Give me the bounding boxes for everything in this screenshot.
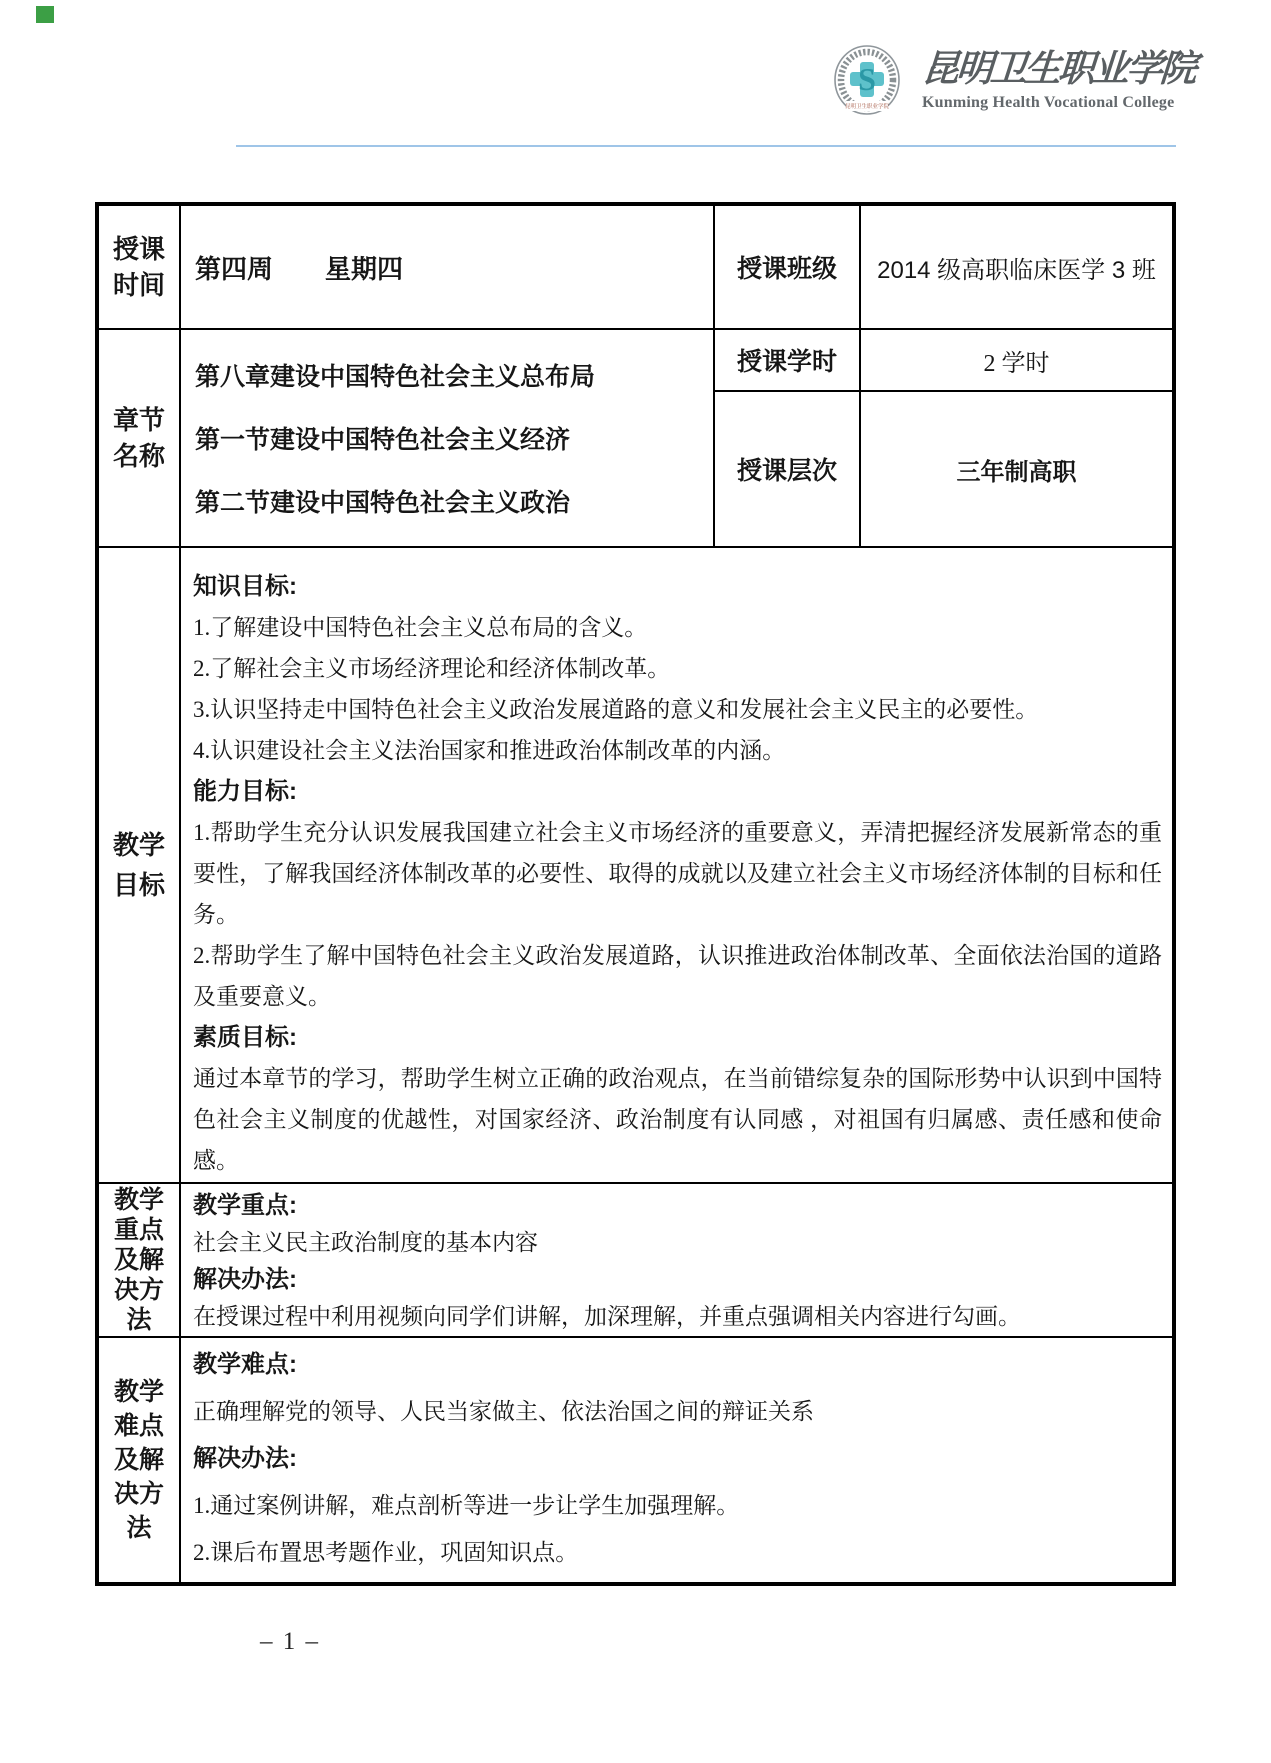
chapter-line: 第一节建设中国特色社会主义经济 — [195, 426, 571, 454]
class-label: 授课班级 — [736, 255, 837, 283]
row-objectives — [99, 548, 1172, 1184]
page-number: – 1 – — [260, 1628, 320, 1655]
difficulties-label: 教学难点及解决方法 — [113, 1378, 164, 1542]
hours-value-cell — [861, 330, 1172, 392]
row-hours — [715, 330, 1172, 392]
objective-paragraph: 3.认识坚持走中国特色社会主义政治发展道路的意义和发展社会主义民主的必要性。 — [193, 697, 1039, 722]
objective-paragraph: 通过本章节的学习，帮助学生树立正确的政治观点，在当前错综复杂的国际形势中认识到中国特色社会主义制度的优越性，对国家经济、政治制度有认同感 ，对祖国有归属感、责任感和使命感。 — [193, 1066, 1162, 1173]
objective-section-heading: 知识目标: — [193, 573, 297, 600]
objective-paragraph: 1.了解建设中国特色社会主义总布局的含义。 — [193, 615, 648, 640]
chapter-lines-cell — [181, 330, 715, 548]
lesson-plan-table — [95, 202, 1176, 1586]
difficulty-heading: 解决办法: — [193, 1445, 297, 1472]
objective-paragraph: 4.认识建设社会主义法治国家和推进政治体制改革的内涵。 — [193, 738, 786, 763]
difficulties-header — [99, 1338, 181, 1582]
chapter-line: 第八章建设中国特色社会主义总布局 — [195, 363, 596, 391]
seal-bottom-text: 昆明卫生职业学院 — [844, 104, 890, 110]
difficulty-paragraph: 1.通过案例讲解，难点剖析等进一步让学生加强理解。 — [193, 1493, 740, 1518]
level-value: 三年制高职 — [956, 458, 1077, 486]
chapter-line: 第二节建设中国特色社会主义政治 — [195, 489, 571, 517]
keypoint-heading: 解决办法: — [193, 1266, 297, 1293]
objective-section-heading: 能力目标: — [193, 778, 297, 805]
keypoint-heading: 教学重点: — [193, 1192, 297, 1219]
hours-label: 授课学时 — [736, 348, 837, 376]
row-chapter-name — [99, 330, 1172, 548]
difficulty-paragraph: 2.课后布置思考题作业，巩固知识点。 — [193, 1540, 579, 1565]
chapter-name-label: 章节名称 — [112, 405, 165, 471]
row-keypoints — [99, 1184, 1172, 1338]
teaching-time-value-cell — [181, 206, 715, 330]
level-label: 授课层次 — [736, 457, 837, 485]
seal-letter: S — [858, 61, 876, 97]
keypoints-header — [99, 1184, 181, 1338]
objective-section-heading: 素质目标: — [193, 1024, 297, 1051]
header-divider — [236, 145, 1176, 147]
objective-paragraph: 1.帮助学生充分认识发展我国建立社会主义市场经济的重要意义，弄清把握经济发展新常态的重要性，了解我国经济体制改革的必要性、取得的成就以及建立社会主义市场经济体制的目标和任务。 — [193, 820, 1162, 927]
hours-level-block — [715, 330, 1172, 548]
chapter-name-header — [99, 330, 181, 548]
teaching-time-label: 授课时间 — [112, 234, 165, 300]
teaching-time-header — [99, 206, 181, 330]
class-value: 2014 级高职临床医学 3 班 — [877, 256, 1156, 284]
row-difficulties — [99, 1338, 1172, 1582]
objective-paragraph: 2.帮助学生了解中国特色社会主义政治发展道路，认识推进政治体制改革、全面依法治国的道路及重要意义。 — [193, 943, 1162, 1009]
objective-paragraph: 2.了解社会主义市场经济理论和经济体制改革。 — [193, 656, 671, 681]
keypoint-paragraph: 社会主义民主政治制度的基本内容 — [193, 1230, 538, 1255]
keypoints-label: 教学重点及解决方法 — [113, 1186, 164, 1334]
green-corner-mark — [36, 6, 54, 23]
teaching-time-value: 第四周 星期四 — [195, 253, 404, 284]
difficulties-content — [181, 1338, 1172, 1582]
difficulty-paragraph: 正确理解党的领导、人民当家做主、依法治国之间的辩证关系 — [193, 1399, 814, 1424]
row-teaching-time — [99, 206, 1172, 330]
college-name-chinese: 昆明卫生职业学院 — [920, 49, 1196, 90]
level-value-cell — [861, 392, 1172, 548]
hours-label-cell — [715, 330, 861, 392]
class-label-cell — [715, 206, 861, 330]
difficulty-heading: 教学难点: — [193, 1351, 297, 1378]
objectives-header — [99, 548, 181, 1184]
college-brand — [922, 50, 1222, 113]
class-value-cell — [861, 206, 1172, 330]
objectives-label: 教学目标 — [112, 830, 165, 900]
keypoints-content — [181, 1184, 1172, 1338]
level-label-cell — [715, 392, 861, 548]
row-level — [715, 392, 1172, 548]
keypoint-paragraph: 在授课过程中利用视频向同学们讲解，加深理解，并重点强调相关内容进行勾画。 — [193, 1304, 1021, 1329]
college-name-english: Kunming Health Vocational College — [922, 94, 1175, 111]
objectives-content — [181, 548, 1172, 1184]
hours-value: 2 学时 — [983, 350, 1050, 377]
college-seal-logo — [833, 44, 901, 116]
